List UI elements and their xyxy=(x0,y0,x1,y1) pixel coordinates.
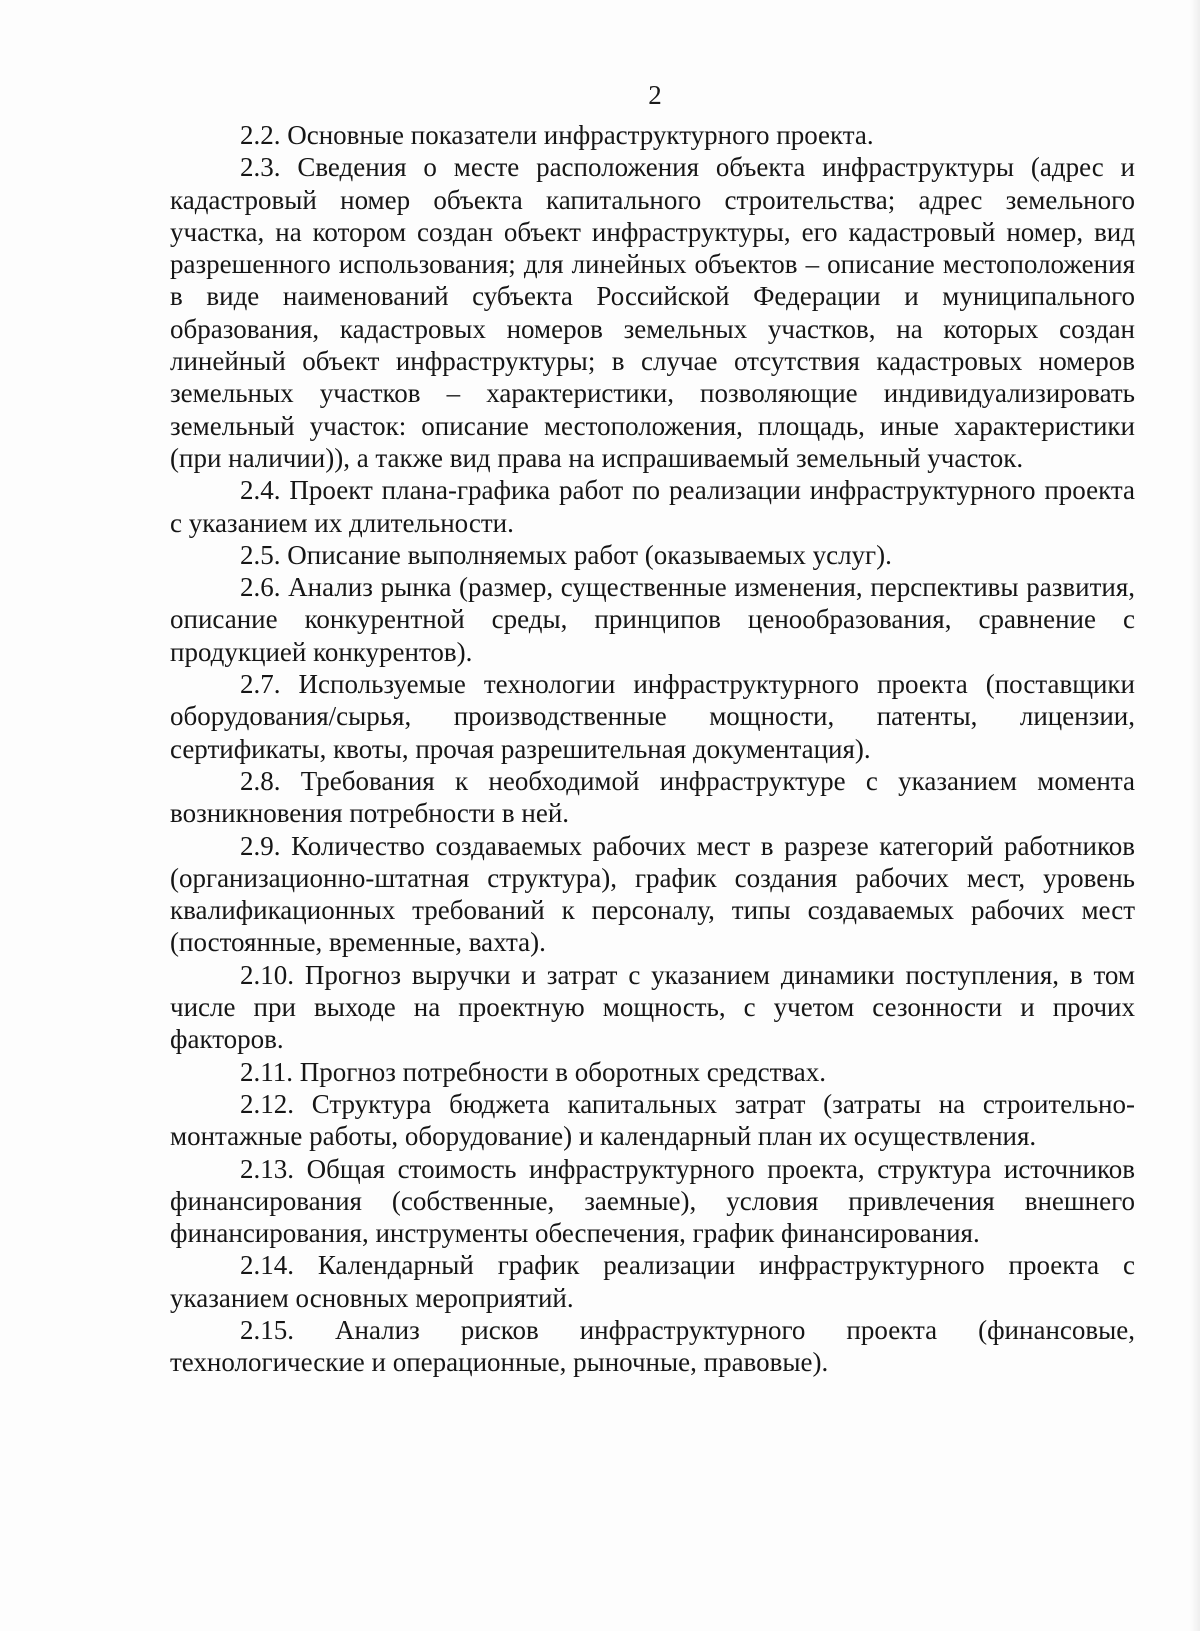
list-item: 2.14. Календарный график реализации инфраструктурного проекта с указанием основных мероприятий. xyxy=(170,1250,1135,1313)
list-item: 2.3. Сведения о месте расположения объекта инфраструктуры (адрес и кадастровый номер объекта капитального строительства; адрес земельного участка, на котором создан объект инфраструктуры, его кадастровый номер, вид разрешенного использования; для линейных объектов – описание местоположения в виде наименований субъекта Российской Федерации и муниципального образования, кадастровых номеров земельных участков, на которых создан линейный объект инфраструктуры; в случае отсутствия кадастровых номеров земельных участков – характеристики, позволяющие индивидуализировать земельный участок: описание местоположения, площадь, иные характеристики (при наличии)), а также вид права на испрашиваемый земельный участок. xyxy=(170,152,1135,473)
list-item: 2.8. Требования к необходимой инфраструктуре с указанием момента возникновения потребности в ней. xyxy=(170,765,1135,829)
list-item: 2.5. Описание выполняемых работ (оказываемых услуг). xyxy=(240,539,892,570)
list-item: 2.12. Структура бюджета капитальных затрат (затраты на строительно-монтажные работы, оборудование) и календарный план их осуществления. xyxy=(170,1088,1135,1152)
list-item: 2.9. Количество создаваемых рабочих мест в разрезе категорий работников (организационно-штатная структура), график создания рабочих мест, уровень квалификационных требований к персоналу, типы создаваемых рабочих мест (постоянные, временные, вахта). xyxy=(170,830,1135,958)
list-item: 2.2. Основные показатели инфраструктурного проекта. xyxy=(240,120,874,150)
list-item: 2.13. Общая стоимость инфраструктурного проекта, структура источников финансирования (собственные, заемные), условия привлечения внешнего финансирования, инструменты обеспечения, график финансирования. xyxy=(170,1153,1135,1249)
scan-edge-shadow xyxy=(1190,0,1200,1631)
list-item: 2.15. Анализ рисков инфраструктурного проекта (финансовые, технологические и операционные, рыночные, правовые). xyxy=(170,1314,1135,1378)
list-item: 2.10. Прогноз выручки и затрат с указанием динамики поступления, в том числе при выходе на проектную мощность, с учетом сезонности и прочих факторов. xyxy=(170,959,1135,1055)
list-item: 2.6. Анализ рынка (размер, существенные изменения, перспективы развития, описание конкурентной среды, принципов ценообразования, сравнение с продукцией конкурентов). xyxy=(170,572,1135,667)
list-item: 2.4. Проект плана-графика работ по реализации инфраструктурного проекта с указанием их длительности. xyxy=(170,475,1135,538)
list-item: 2.11. Прогноз потребности в оборотных средствах. xyxy=(240,1056,827,1087)
document-body xyxy=(170,119,1135,1379)
list-item: 2.7. Используемые технологии инфраструктурного проекта (поставщики оборудования/сырья, производственные мощности, патенты, лицензии, сертификаты, квоты, прочая разрешительная документация). xyxy=(170,669,1135,764)
page-number: 2 xyxy=(648,80,662,110)
